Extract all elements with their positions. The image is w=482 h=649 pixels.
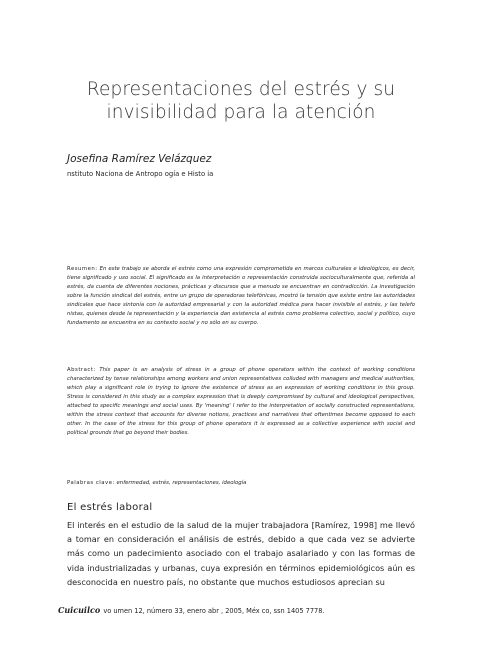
footer-citation: vo umen 12, número 33, enero abr , 2005, Méx co, ssn 1405 7778. (103, 607, 325, 615)
section-heading: El estrés laboral (67, 502, 153, 513)
page-footer (58, 605, 325, 615)
keywords (67, 479, 415, 488)
abstract-spanish (67, 265, 415, 328)
title-line-1: Representaciones del estrés y su (86, 79, 396, 100)
author-name: Josefina Ramírez Velázquez (67, 153, 212, 165)
abstract-english-label: Abstract: (67, 367, 96, 373)
journal-logo: Cuicuilco (58, 605, 101, 615)
abstract-english (67, 366, 415, 438)
title-line-2: invisibilidad para la atención (106, 102, 376, 123)
keywords-label: Palabras clave: (67, 480, 115, 486)
keywords-text: enfermedad, estrés, representaciones, ideología (116, 480, 247, 486)
abstract-english-text: This paper is an analysis of stress in a group of phone operators within the context of working conditions characterized by tense relationships among workers and union representatives colluded with managers and medical authorities, which play a significant role in trying to ignore the existence of stress as an expression of working conditions in this group. Stress is considered in this study as a complex expression that is deeply compromised by cultural and ideological perspectives, attached to specific meanings and social uses. By 'meaning' I refer to the interpretation of socially constructed representations, within the stress context that accounts for diverse notions, practices and narratives that oftentimes become opposed to each other. In the case of the stress for this group of phone operators it is expressed as a collective experience with social and political grounds that go beyond their bodies. (67, 367, 415, 436)
paper-title (60, 78, 422, 124)
body-paragraph: El interés en el estudio de la salud de la mujer trabajadora [Ramírez, 1998] me llevó a tomar en consideración el análisis de estrés, debido a que cada vez se advierte más como un padecimiento asociado con el trabajo asalariado y con las formas de vida industrializadas y urbanas, cuya expresión en términos epidemiológicos aún es desconocida en nuestro país, no obstante que muchos estudiosos aprecian su (67, 520, 415, 587)
abstract-spanish-label: Resumen: (67, 266, 98, 272)
author-affiliation: nstituto Naciona de Antropo ogía e Histo ia (67, 170, 214, 178)
abstract-spanish-text: En este trabajo se aborda el estrés como una expresión comprometida en marcos culturales e ideológicos, es decir, tiene significado y uso social. El significado es la interpretación o representación construida socioculturalmente que, referida al estrés, da cuenta de diferentes nociones, prácticas y discursos que a menudo se encuentran en contradicción. La investigación sobre la función sindical del estrés, entre un grupo de operadoras telefónicas, mostró la tensión que existe entre las autoridades sindicales que hace sintonía con la autoridad empresarial y con la autoridad médica para hacer invisible el estrés, y las telefo nistas, quienes desde la representación y la experiencia dan existencia al estrés como problema colectivo, social y político, cuyo fundamento se encuentra en su contexto social y no sólo en su cuerpo. (67, 266, 415, 326)
